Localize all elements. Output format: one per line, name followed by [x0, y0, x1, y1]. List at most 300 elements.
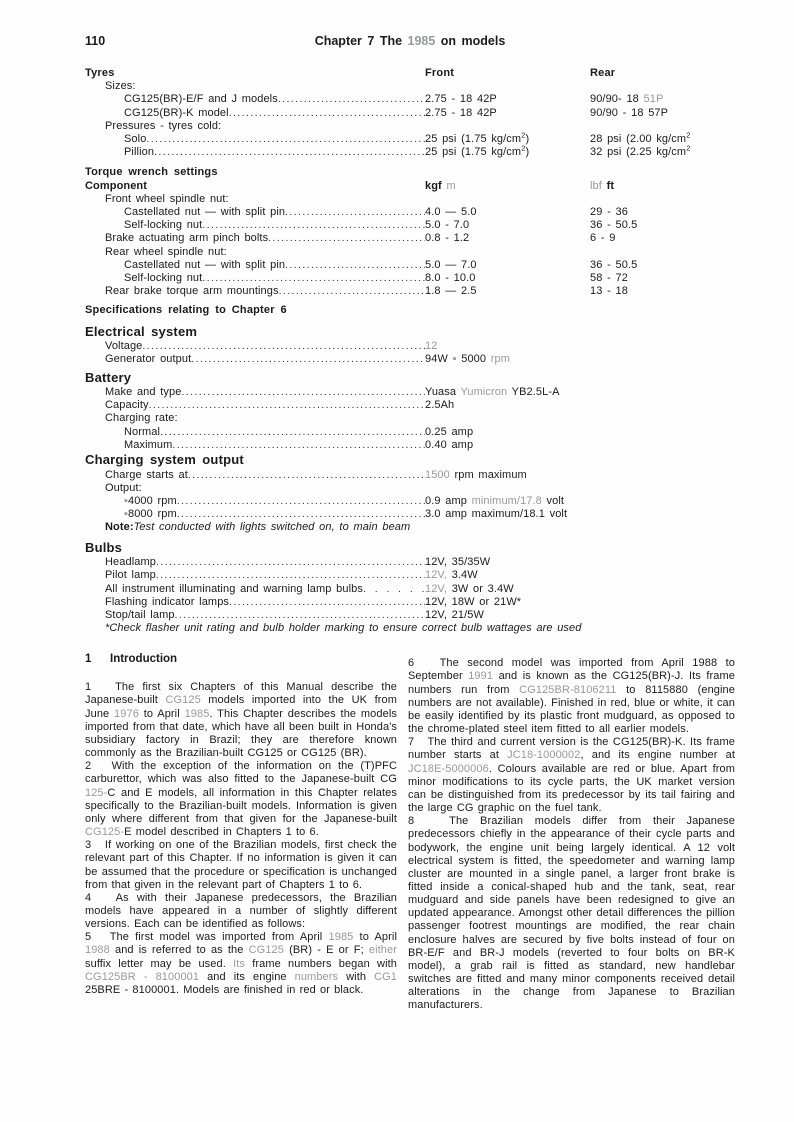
dot-leader: [229, 596, 425, 609]
spec-row: [85, 353, 735, 366]
text-segment: 0.9 amp: [425, 494, 472, 507]
spec-label: [85, 193, 425, 206]
text-segment: 3.4W: [451, 569, 478, 582]
text-segment: Make and type: [105, 386, 182, 399]
dot-leader: [181, 386, 425, 399]
text-segment: 25 psi (1.75 kg/cm: [425, 133, 522, 146]
introduction-section: [85, 652, 735, 1012]
value-column-front: [425, 583, 590, 596]
text-segment: Normal: [124, 425, 161, 438]
text-segment: 6 - 9: [590, 232, 616, 245]
text-segment: frame numbers began with: [245, 957, 397, 970]
text-segment: ft: [606, 179, 615, 192]
text-segment: 6 The second model was imported from April 1988 to September: [408, 657, 735, 683]
text-segment: . This Chapter describes the models imported from that date, which have all been built in Honda's subsidiary factory in Brazil; they are therefore known commonly as the Brazilian-built CG125 or CG125 (BR).: [85, 707, 397, 760]
text-segment: Note:: [105, 521, 134, 534]
text-segment: Rear: [590, 67, 616, 79]
value-column-front: [425, 556, 590, 569]
text-segment: kgf: [425, 179, 447, 192]
spec-label: [85, 452, 425, 469]
text-segment: (BR) - E or F;: [283, 944, 369, 957]
value-column-rear: [590, 232, 735, 245]
spec-row: [85, 482, 735, 495]
text-segment: 125-: [85, 786, 108, 799]
value-column-front: [425, 180, 590, 193]
spec-label: [85, 107, 425, 120]
dot-leader: [142, 340, 425, 353]
spec-label: [85, 146, 425, 159]
text-segment: YB2.5L-A: [511, 386, 560, 399]
dot-leader: [154, 146, 425, 159]
paragraph: [408, 736, 735, 815]
text-segment: Yuasa: [425, 386, 461, 399]
page-header: [85, 34, 735, 48]
text-segment: 1 The first six Chapters of this Manual describe the Japanese-built: [85, 681, 397, 707]
text-segment: 8000 rpm: [128, 508, 177, 521]
text-segment: 4 As with their Japanese predecessors, the Brazilian models have appeared in a number of slightly different versions. Each can be identified as follows:: [85, 891, 397, 931]
dot-leader: [149, 399, 425, 412]
spec-label: [85, 285, 425, 298]
value-column-front: [425, 609, 590, 622]
text-segment: CG125(BR)-K model: [124, 106, 229, 119]
text-segment: 12: [425, 340, 438, 353]
text-segment: lbf: [590, 179, 607, 192]
text-segment: Charge starts at: [105, 468, 188, 481]
dot-leader: [279, 285, 425, 298]
text-segment: rpm: [490, 353, 511, 366]
text-segment: 8 The Brazilian models differ from their Japanese predecessors chiefly in the appearance of their cycle parts and bodywork, the engine unit being largely identical. A 12 volt electrical system is fitted, the speedometer and warning lamp cluster are mounted in a single panel, a larger front brake is fitted inside a conical-shaped hub and the tank, seat, rear mudguard and side panels have been redesigned to give an updated appearance. Amongst other detail differences the pillion passenger footrest mountings are modified, the rear chain enclosure halves are secured by five bolts instead of four on BR-E/F and BR-J models (reverted to four bolts on BR-K model), a grab rail is fitted as standard, new handlebar switches are fitted and many minor components received detail alterations in the change from Japanese to Brazilian manufacturers.: [408, 815, 735, 1012]
page-number: 110: [85, 34, 106, 48]
text-segment: C and E models, all information in this Chapter relates specifically to the Brazilian-built models. Information is given only where different from that given for the Japanese-built: [85, 786, 397, 825]
value-column-front: [425, 143, 590, 159]
text-segment: Solo: [124, 133, 147, 146]
value-column-front: [425, 426, 590, 439]
text-segment: 13 - 18: [590, 285, 628, 298]
text-segment: 1976: [114, 707, 139, 720]
spec-label: [85, 133, 425, 146]
text-segment: either: [368, 944, 397, 957]
spec-row: [85, 246, 735, 259]
spec-heading-row: [85, 540, 735, 557]
value-column-rear: [590, 272, 735, 285]
text-segment: Castellated nut — with split pin: [124, 258, 286, 271]
paragraph: [408, 815, 735, 1012]
spec-label: [85, 340, 425, 353]
text-segment: Charging system output: [85, 452, 244, 468]
dot-leader: [285, 259, 425, 272]
dot-leader: [160, 426, 425, 439]
text-segment: Self-locking nut: [124, 272, 203, 285]
text-segment: 2.75 - 18 42P: [425, 106, 497, 119]
text-segment: Specifications relating to Chapter 6: [85, 304, 287, 317]
text-segment: Torque wrench settings: [85, 166, 218, 179]
spec-label: [85, 324, 425, 341]
spec-label: [85, 206, 425, 219]
spec-label: [85, 272, 425, 285]
spec-label: [85, 596, 425, 609]
text-segment: m: [446, 179, 456, 192]
value-column-front: [425, 508, 590, 521]
value-column-front: [425, 596, 590, 609]
text-segment: 2 With the exception of the information on the (T)PFC carburettor, which was also fitted to the Japanese-built CG: [85, 760, 397, 786]
text-segment: volt: [546, 494, 565, 507]
text-segment: Pillion: [124, 146, 155, 159]
text-segment: rpm maximum: [454, 468, 527, 481]
text-segment: Capacity: [105, 399, 149, 412]
value-column-front: [425, 399, 590, 412]
text-segment: Test conducted with lights switched on, to main beam: [133, 521, 411, 534]
text-segment: ▪: [452, 353, 462, 366]
spec-row: [85, 107, 735, 120]
text-segment: Sizes:: [105, 80, 136, 93]
dot-leader: [156, 569, 425, 582]
text-segment: 2: [686, 143, 691, 153]
text-segment: suffix letter may be used.: [85, 957, 234, 970]
paragraph: [85, 681, 397, 760]
text-segment: 8.0 - 10.0: [425, 272, 476, 285]
text-segment: , and its engine number at: [580, 749, 736, 762]
text-segment: Brake actuating arm pinch bolts: [105, 232, 269, 245]
spec-heading-row: [85, 304, 735, 317]
text-segment: *Check flasher unit rating and bulb holder marking to ensure correct bulb wattages are used: [105, 622, 582, 635]
spec-row: [85, 206, 735, 219]
text-segment: 4000 rpm: [128, 494, 177, 507]
spec-label: [85, 556, 425, 569]
spec-label: [85, 426, 425, 439]
text-segment: 2.75 - 18 42P: [425, 93, 497, 106]
text-segment: Pilot lamp: [105, 569, 156, 582]
text-segment: 12V,: [425, 569, 452, 582]
spec-label: [85, 259, 425, 272]
value-column-rear: [590, 285, 735, 298]
spec-row: [85, 622, 735, 635]
text-segment: minimum/17.8: [471, 494, 547, 507]
text-segment: Rear wheel spindle nut:: [105, 245, 227, 258]
text-segment: 25BRE - 8100001. Models are finished in red or black.: [85, 983, 364, 996]
value-column-front: [425, 107, 590, 120]
value-column-front: [425, 259, 590, 272]
text-segment: 36 - 50.5: [590, 219, 638, 232]
text-segment: 2: [521, 130, 526, 140]
intro-column-left: [85, 652, 397, 1012]
spec-row: [85, 556, 735, 569]
text-segment: 29 - 36: [590, 206, 628, 219]
text-segment: Rear brake torque arm mountings: [105, 285, 279, 298]
text-segment: Self-locking nut: [124, 219, 203, 232]
text-segment: and its engine: [199, 970, 295, 983]
text-segment: 12V,: [425, 582, 452, 595]
spec-row: [85, 285, 735, 298]
dot-leader: [363, 583, 425, 596]
text-segment: Component: [85, 179, 148, 192]
text-segment: Output:: [105, 481, 142, 494]
text-segment: Stop/tail lamp: [105, 608, 175, 621]
spec-label: [85, 219, 425, 232]
spec-label: [85, 370, 425, 387]
value-column-front: [425, 206, 590, 219]
text-segment: . Colours available are red or blue. Apart from minor modifications to its cycle parts, the UK market version can be distinguished from its predecessor by its tail fairing and the large CG graphic on the fuel tank.: [408, 762, 735, 815]
dot-leader: [156, 556, 425, 569]
spec-row: [85, 386, 735, 399]
dot-leader: [229, 107, 425, 120]
text-segment: Its: [233, 957, 246, 970]
text-segment: 5 The first model was imported from April: [85, 931, 329, 944]
spec-label: [85, 120, 425, 133]
spec-row: [85, 596, 735, 609]
value-column-front: [425, 285, 590, 298]
text-segment: 1988: [85, 944, 110, 957]
spec-row: [85, 232, 735, 245]
text-segment: 7 The third and current version is the CG125(BR)-K. Its frame number starts at: [408, 736, 735, 762]
text-segment: ): [525, 133, 530, 146]
spec-row: [85, 340, 735, 353]
spec-row: [85, 569, 735, 582]
dot-leader: [278, 93, 425, 106]
intro-column-right: [408, 652, 735, 1012]
value-column-front: [425, 469, 590, 482]
value-column-rear: [590, 93, 735, 106]
dot-leader: [285, 206, 425, 219]
text-segment: 3W or 3.4W: [451, 582, 514, 595]
text-segment: 5000: [461, 353, 491, 366]
text-segment: ): [525, 146, 530, 159]
spec-label: [85, 353, 425, 366]
value-column-front: [425, 495, 590, 508]
spec-label: [85, 495, 425, 508]
spec-label: [85, 609, 425, 622]
text-segment: All instrument illuminating and warning lamp bulbs: [105, 582, 363, 595]
dot-leader: [172, 439, 425, 452]
text-segment: 1991: [468, 670, 494, 683]
text-segment: Castellated nut — with split pin: [124, 206, 286, 219]
spec-row: [85, 495, 735, 508]
chapter-title: [315, 34, 506, 48]
text-segment: and is known as the CG125(BR)-J. Its frame numbers run from: [408, 670, 735, 696]
text-segment: 2.5Ah: [425, 399, 455, 412]
value-column-front: [425, 386, 590, 399]
value-column-front: [425, 439, 590, 452]
text-segment: Maximum: [124, 438, 173, 451]
text-segment: 1985: [407, 34, 436, 48]
text-segment: CG125(BR)-E/F and J models: [124, 93, 278, 106]
spec-label: [85, 508, 425, 521]
text-segment: Charging rate:: [105, 412, 178, 425]
spec-label: [85, 304, 425, 317]
spec-row: [85, 180, 735, 193]
text-segment: CG125: [165, 694, 201, 707]
text-segment: CG1: [374, 970, 397, 983]
spec-label: [85, 166, 425, 179]
spec-label: [85, 399, 425, 412]
dot-leader: [177, 495, 425, 508]
text-segment: 58 - 72: [590, 272, 628, 285]
specifications-table: [85, 67, 735, 635]
spec-label: [85, 232, 425, 245]
text-segment: Yumicron: [460, 386, 512, 399]
spec-row: [85, 399, 735, 412]
spec-row: [85, 80, 735, 93]
dot-leader: [202, 219, 425, 232]
value-column-front: [425, 232, 590, 245]
dot-leader: [268, 232, 425, 245]
value-column-front: [425, 569, 590, 582]
spec-row: [85, 583, 735, 596]
text-segment: 2: [686, 130, 691, 140]
value-column-front: [425, 340, 590, 353]
text-segment: 3.0 amp maximum/18.1 volt: [425, 508, 568, 521]
two-column-text: [85, 652, 735, 1012]
text-segment: CG125-: [85, 826, 125, 839]
text-segment: CG125: [248, 944, 284, 957]
text-segment: 12V, 18W or 21W*: [425, 595, 522, 608]
value-column-front: [425, 353, 590, 366]
section-title: Introduction: [110, 653, 178, 666]
text-segment: 36 - 50.5: [590, 258, 638, 271]
value-column-front: [425, 93, 590, 106]
value-column-front: [425, 219, 590, 232]
text-segment: 1985: [184, 707, 210, 720]
spec-heading-row: [85, 370, 735, 387]
text-segment: 0.8 - 1.2: [425, 232, 470, 245]
spec-label: [85, 439, 425, 452]
text-segment: models imported into the UK from June: [85, 694, 397, 720]
text-segment: Tyres: [85, 67, 115, 79]
dot-leader: [188, 469, 425, 482]
section-number: 1: [85, 653, 92, 666]
paragraph: [85, 839, 397, 892]
text-segment: ▪: [124, 494, 128, 507]
text-segment: 4.0 — 5.0: [425, 206, 477, 219]
text-segment: 3 If working on one of the Brazilian models, first check the relevant part of this Chapter. If no information is given it can be assumed that the procedure or specification is unchanged from that given in the relevant part of Chapters 1 to 6.: [85, 839, 397, 891]
paragraph: [408, 657, 735, 736]
text-segment: 12V, 35/35W: [425, 556, 491, 569]
text-segment: to 8115880 (engine numbers are not available). Finished in red, blue or white, it can be easily identified by its plastic front mudguard, as opposed to the chrome-plated steel item fitted to all earlier models.: [408, 683, 735, 736]
spec-label: [85, 93, 425, 106]
value-column-rear: [590, 67, 735, 80]
value-column-rear: [590, 206, 735, 219]
value-column-rear: [590, 219, 735, 232]
spec-heading-row: [85, 324, 735, 341]
spec-heading-row: [85, 166, 735, 179]
text-segment: to April: [353, 931, 397, 944]
spec-row: [85, 609, 735, 622]
spec-label: [85, 180, 425, 193]
text-segment: Front wheel spindle nut:: [105, 192, 229, 205]
spec-row: [85, 193, 735, 206]
text-segment: Headlamp: [105, 556, 156, 569]
spec-row: [85, 93, 735, 106]
paragraph: [85, 931, 397, 997]
text-segment: 2: [521, 143, 526, 153]
value-column-rear: [590, 180, 735, 193]
value-column-rear: [590, 259, 735, 272]
text-segment: with: [338, 970, 375, 983]
text-segment: 32 psi (2.25 kg/cm: [590, 146, 687, 159]
text-segment: 0.40 amp: [425, 438, 474, 451]
spec-label: [85, 386, 425, 399]
paragraph: [85, 760, 397, 839]
value-column-front: [425, 130, 590, 146]
spec-row: [85, 521, 735, 534]
value-column-front: [425, 67, 590, 80]
text-segment: 28 psi (2.00 kg/cm: [590, 133, 687, 146]
spec-row: [85, 469, 735, 482]
text-segment: 94W: [425, 353, 453, 366]
text-segment: 1500: [425, 468, 455, 481]
dot-leader: [202, 272, 425, 285]
text-segment: E model described in Chapters 1 to 6.: [124, 826, 319, 839]
spec-label: [85, 482, 425, 495]
spec-row: [85, 143, 735, 159]
text-segment: Electrical system: [85, 323, 198, 339]
spec-row: [85, 439, 735, 452]
value-column-front: [425, 272, 590, 285]
paragraph: [85, 892, 397, 931]
text-segment: ▪: [124, 508, 128, 521]
text-segment: 5.0 - 7.0: [425, 219, 470, 232]
spec-label: [85, 569, 425, 582]
text-segment: Pressures - tyres cold:: [105, 119, 222, 132]
text-segment: Voltage: [105, 340, 143, 353]
spec-row: [85, 412, 735, 425]
text-segment: Front: [425, 67, 455, 79]
section-heading: [85, 652, 397, 666]
value-column-rear: [590, 130, 735, 146]
dot-leader: [146, 133, 425, 146]
text-segment: CG125BR-8106211: [519, 683, 617, 696]
spec-label: [85, 469, 425, 482]
spec-row: [85, 508, 735, 521]
spec-label: [85, 67, 425, 80]
text-segment: Chapter 7 The: [314, 34, 408, 48]
value-column-rear: [590, 107, 735, 120]
spec-label: [85, 622, 735, 635]
text-segment: 51P: [643, 93, 664, 106]
spec-row: [85, 130, 735, 146]
dot-leader: [175, 609, 425, 622]
text-segment: and is referred to as the: [109, 944, 249, 957]
text-segment: CG125BR - 8100001: [85, 970, 200, 983]
text-segment: Generator output: [105, 353, 192, 366]
text-segment: 12V, 21/5W: [425, 608, 484, 621]
spec-label: [85, 246, 425, 259]
spec-label: [85, 521, 735, 534]
spec-row: [85, 259, 735, 272]
text-segment: 5.0 — 7.0: [425, 258, 477, 271]
spec-row: [85, 426, 735, 439]
text-segment: to April: [138, 707, 185, 720]
dot-leader: [177, 508, 425, 521]
text-segment: 90/90 - 18 57P: [590, 106, 669, 119]
text-segment: 25 psi (1.75 kg/cm: [425, 146, 522, 159]
text-segment: 0.25 amp: [425, 425, 474, 438]
spec-label: [85, 80, 425, 93]
spec-label: [85, 412, 425, 425]
spec-heading-row: [85, 452, 735, 469]
dot-leader: [191, 353, 425, 366]
text-segment: on models: [435, 34, 506, 48]
text-segment: 90/90- 18: [590, 93, 644, 106]
text-segment: JC18E-5000006: [408, 762, 489, 775]
spec-heading-row: [85, 67, 735, 80]
spec-row: [85, 219, 735, 232]
text-segment: Flashing indicator lamps: [105, 595, 230, 608]
text-segment: Bulbs: [85, 539, 123, 555]
spec-label: [85, 540, 425, 557]
value-column-rear: [590, 143, 735, 159]
spec-row: [85, 272, 735, 285]
text-segment: 1985: [328, 931, 354, 944]
